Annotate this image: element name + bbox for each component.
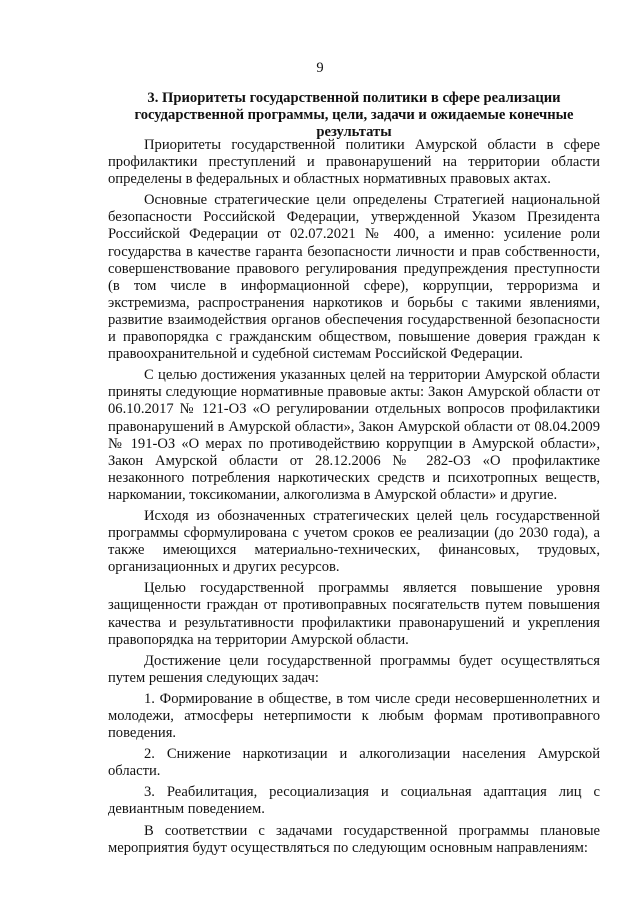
paragraph-task-2: 2. Снижение наркотизации и алкоголизации населения Амурской области. [108, 746, 600, 780]
paragraph-task-3: 3. Реабилитация, ресоциализация и социальная адаптация лиц с девиантным поведением. [108, 784, 600, 818]
paragraph-priorities: Приоритеты государственной политики Амурской области в сфере профилактики преступлений и правонарушений на территории области определены в федеральных и областных нормативных правовых актах. [108, 137, 600, 188]
paragraph-program-goal: Целью государственной программы является повышение уровня защищенности граждан от противоправных посягательств путем повышения качества и результативности профилактики правонарушений и укрепления правопорядка на территории Амурской области. [108, 580, 600, 648]
document-body [108, 137, 600, 861]
paragraph-directions-intro: В соответствии с задачами государственной программы плановые мероприятия будут осуществляться по следующим основным направлениям: [108, 822, 600, 856]
paragraph-task-1: 1. Формирование в обществе, в том числе среди несовершеннолетних и молодежи, атмосферы нетерпимости к любым формам противоправного поведения. [108, 690, 600, 742]
section-heading: 3. Приоритеты государственной политики в сфере реализации государственной программы, цели, задачи и ожидаемые конечные результаты [134, 90, 574, 140]
paragraph-strategic-goals: Основные стратегические цели определены Стратегией национальной безопасности Российской Федерации, утвержденной Указом Президента Российской Федерации от 02.07.2021 № 400, а именно: усиление роли государства в качестве гаранта безопасности личности и прав собственности, совершенствование правового регулирования предупреждения преступности (в том числе в информационной сфере), коррупции, терроризма и экстремизма, распространения наркотиков и борьбы с такими явлениями, развитие взаимодействия органов обеспечения государственной безопасности и правопорядка с гражданским обществом, повышение доверия граждан к правоохранительной и судебной системам Российской Федерации. [108, 192, 600, 363]
page-number: 9 [316, 60, 324, 76]
paragraph-program-goal-basis: Исходя из обозначенных стратегических целей цель государственной программы сформулирована с учетом сроков ее реализации (до 2030 года), а также имеющихся материально-технических, финансовых, трудовых, организационных и других ресурсов. [108, 507, 600, 576]
paragraph-legal-acts: С целью достижения указанных целей на территории Амурской области приняты следующие нормативные правовые акты: Закон Амурской области от 06.10.2017 № 121-ОЗ «О регулировании отдельных вопросов профилактики правонарушений в Амурской области», Закон Амурской области от 08.04.2009 № 191-ОЗ «О мерах по противодействию коррупции в Амурской области», Закон Амурской области от 28.12.2006 № 282-ОЗ «О профилактике незаконного потребления наркотических средств и психотропных веществ, наркомании, токсикомании, алкоголизма в Амурской области» и другие. [108, 367, 600, 503]
paragraph-tasks-intro: Достижение цели государственной программы будет осуществляться путем решения следующих задач: [108, 652, 600, 686]
